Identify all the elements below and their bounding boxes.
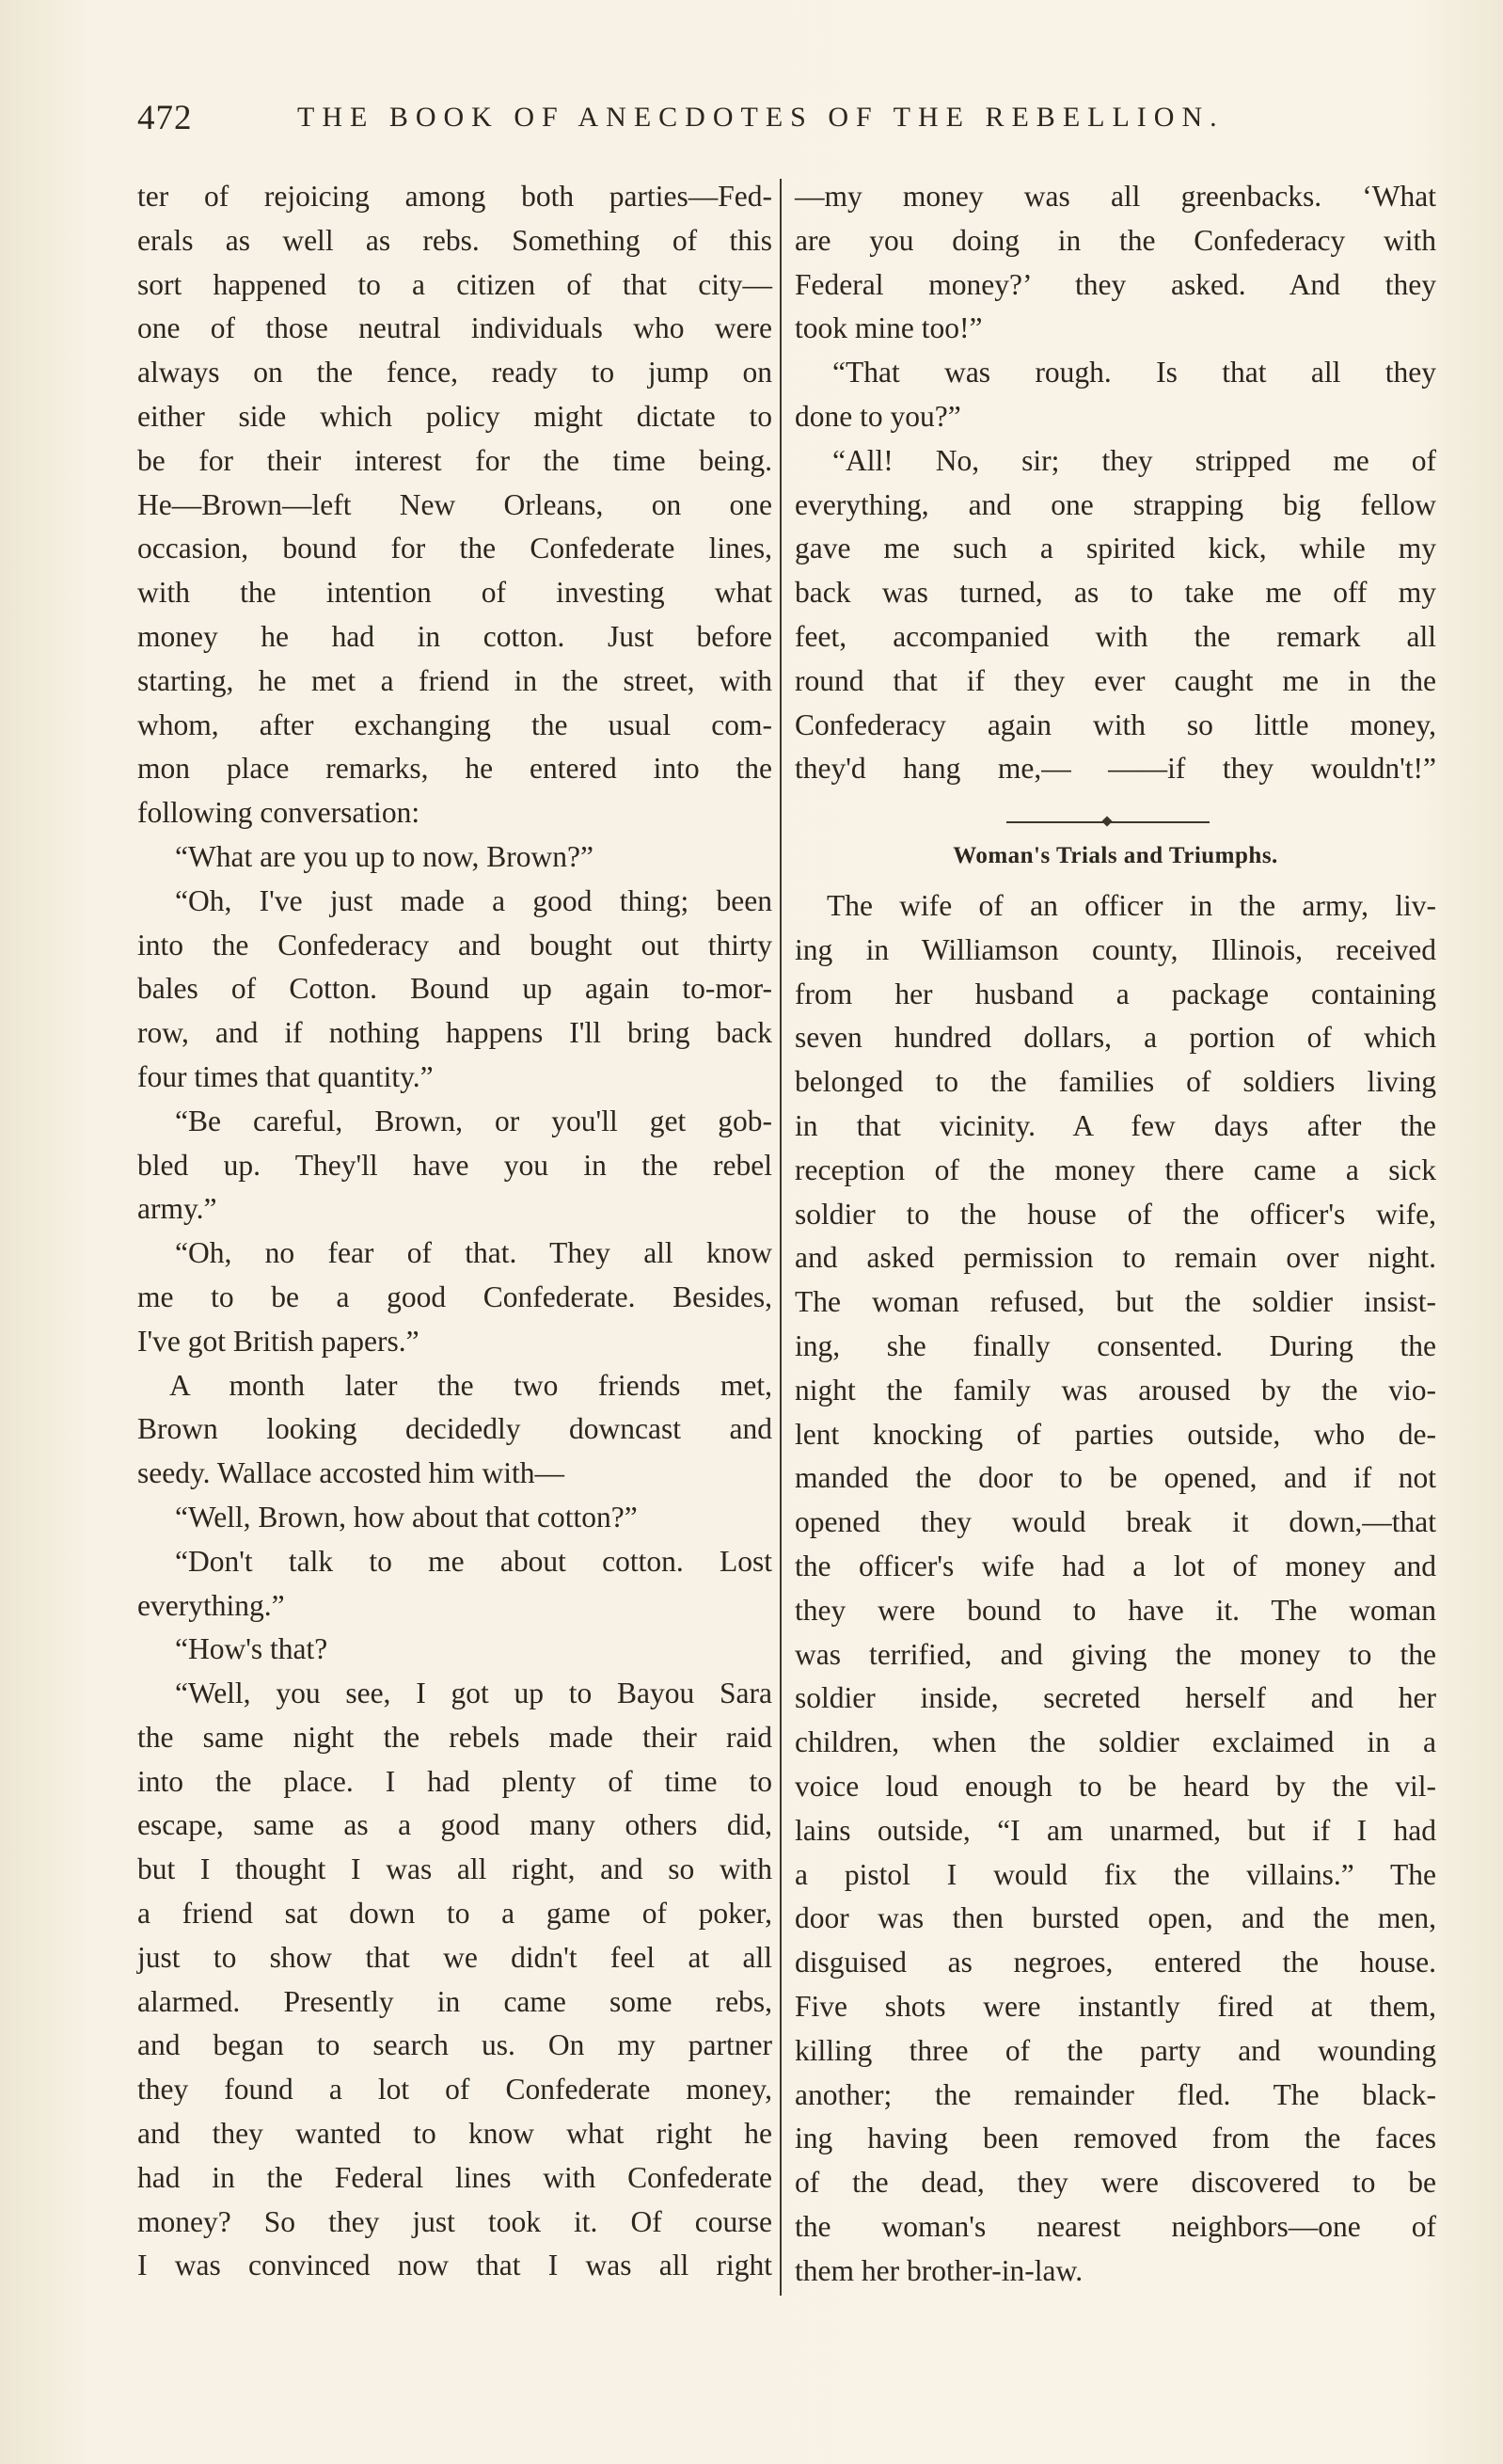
- text-line: them her brother-in-law.: [795, 2253, 1084, 2287]
- text-line: one of those neutral individuals who were: [137, 311, 772, 345]
- divider-line-left: [1006, 821, 1106, 823]
- text-line: done to you?”: [795, 399, 961, 433]
- text-line: A month later the two friends met,: [169, 1368, 772, 1402]
- text-line: —my money was all greenbacks. ‘What: [795, 180, 1436, 213]
- page-number: 472: [137, 99, 193, 137]
- running-title: THE BOOK OF ANECDOTES OF THE REBELLION.: [297, 102, 1225, 133]
- right-column-bottom: [795, 884, 1436, 2294]
- text-line: erals as well as rebs. Something of this: [137, 223, 772, 257]
- text-line: four times that quantity.”: [137, 1059, 434, 1093]
- text-line: manded the door to be opened, and if not: [795, 1461, 1436, 1495]
- text-line: ter of rejoicing among both parties—Fed-: [137, 180, 772, 213]
- text-line: starting, he met a friend in the street, with: [137, 663, 772, 697]
- text-line: either side which policy might dictate to: [137, 399, 772, 433]
- text-line: me to be a good Confederate. Besides,: [137, 1280, 772, 1313]
- text-line: round that if they ever caught me in the: [795, 663, 1436, 697]
- text-line: “Well, Brown, how about that cotton?”: [175, 1500, 638, 1534]
- text-line: door was then bursted open, and the men,: [795, 1901, 1436, 1935]
- text-line: lent knocking of parties outside, who de-: [795, 1417, 1436, 1451]
- section-divider: [1006, 817, 1210, 828]
- text-line: everything, and one strapping big fellow: [795, 487, 1436, 521]
- text-line: “That was rough. Is that all they: [832, 356, 1436, 389]
- text-line: seven hundred dollars, a portion of which: [795, 1021, 1436, 1055]
- text-line: into the Confederacy and bought out thirty: [137, 928, 772, 962]
- text-line: bled up. They'll have you in the rebel: [137, 1148, 772, 1182]
- text-line: was terrified, and giving the money to the: [795, 1637, 1436, 1671]
- text-line: and asked permission to remain over night.: [795, 1241, 1436, 1275]
- text-line: are you doing in the Confederacy with: [795, 223, 1436, 257]
- text-line: they'd hang me,— ——if they wouldn't!”: [795, 752, 1436, 786]
- text-line: occasion, bound for the Confederate lines,: [137, 532, 772, 565]
- text-line: in that vicinity. A few days after the: [795, 1108, 1436, 1142]
- text-line: row, and if nothing happens I'll bring back: [137, 1016, 772, 1050]
- text-line: killing three of the party and wounding: [795, 2033, 1436, 2067]
- text-line: into the place. I had plenty of time to: [137, 1764, 772, 1798]
- divider-line-right: [1110, 821, 1210, 823]
- text-line: voice loud enough to be heard by the vil-: [795, 1769, 1436, 1803]
- text-line: belonged to the families of soldiers living: [795, 1065, 1436, 1099]
- text-line: ing having been removed from the faces: [795, 2122, 1436, 2155]
- text-line: money? So they just took it. Of course: [137, 2204, 772, 2238]
- text-line: I've got British papers.”: [137, 1324, 419, 1358]
- text-line: gave me such a spirited kick, while my: [795, 532, 1436, 565]
- text-line: money he had in cotton. Just before: [137, 619, 772, 653]
- text-line: the officer's wife had a lot of money and: [795, 1549, 1436, 1582]
- text-line: “Be careful, Brown, or you'll get gob-: [175, 1104, 772, 1137]
- column-divider: [780, 179, 782, 2296]
- text-line: of the dead, they were discovered to be: [795, 2166, 1436, 2200]
- text-line: Five shots were instantly fired at them,: [795, 1989, 1436, 2023]
- text-line: always on the fence, ready to jump on: [137, 356, 772, 389]
- text-line: seedy. Wallace accosted him with—: [137, 1456, 565, 1490]
- text-line: alarmed. Presently in came some rebs,: [137, 1984, 772, 2018]
- text-line: night the family was aroused by the vio-: [795, 1373, 1436, 1407]
- text-line: “How's that?: [175, 1632, 328, 1666]
- text-line: but I thought I was all right, and so with: [137, 1852, 772, 1886]
- text-line: everything.”: [137, 1588, 285, 1622]
- text-line: Confederacy again with so little money,: [795, 707, 1436, 741]
- text-line: The wife of an officer in the army, liv-: [827, 889, 1436, 922]
- text-line: “Well, you see, I got up to Bayou Sara: [175, 1677, 772, 1710]
- text-line: Brown looking decidedly downcast and: [137, 1412, 772, 1446]
- text-line: and they wanted to know what right he: [137, 2117, 772, 2151]
- text-line: army.”: [137, 1192, 217, 1226]
- text-line: Federal money?’ they asked. And they: [795, 267, 1436, 301]
- text-line: soldier to the house of the officer's wife,: [795, 1197, 1436, 1231]
- text-line: The woman refused, but the soldier insist-: [795, 1285, 1436, 1319]
- text-line: be for their interest for the time being.: [137, 443, 772, 477]
- text-line: “Oh, no fear of that. They all know: [175, 1236, 772, 1270]
- text-line: the same night the rebels made their raid: [137, 1720, 772, 1754]
- text-line: back was turned, as to take me off my: [795, 576, 1436, 610]
- text-line: bales of Cotton. Bound up again to-mor-: [137, 972, 772, 1006]
- text-line: had in the Federal lines with Confederate: [137, 2160, 772, 2194]
- text-line: disguised as negroes, entered the house.: [795, 1946, 1436, 1979]
- right-column-top: [795, 175, 1436, 791]
- text-line: ing in Williamson county, Illinois, received: [795, 932, 1436, 966]
- text-line: “All! No, sir; they stripped me of: [832, 443, 1436, 477]
- text-line: lains outside, “I am unarmed, but if I had: [795, 1813, 1436, 1847]
- text-line: the woman's nearest neighbors—one of: [795, 2209, 1436, 2243]
- text-line: mon place remarks, he entered into the: [137, 752, 772, 786]
- left-column: [137, 175, 772, 2288]
- text-line: a friend sat down to a game of poker,: [137, 1897, 772, 1931]
- text-line: “What are you up to now, Brown?”: [175, 839, 593, 873]
- text-line: opened they would break it down,—that: [795, 1505, 1436, 1539]
- text-line: they found a lot of Confederate money,: [137, 2073, 772, 2106]
- text-line: following conversation:: [137, 796, 420, 830]
- page-header: [137, 98, 1275, 143]
- text-line: just to show that we didn't feel at all: [137, 1940, 772, 1974]
- text-line: took mine too!”: [795, 311, 983, 345]
- text-line: whom, after exchanging the usual com-: [137, 707, 772, 741]
- text-line: a pistol I would fix the villains.” The: [795, 1857, 1436, 1891]
- text-line: reception of the money there came a sick: [795, 1153, 1436, 1186]
- text-line: children, when the soldier exclaimed in a: [795, 1725, 1436, 1759]
- text-line: from her husband a package containing: [795, 977, 1436, 1010]
- text-line: and began to search us. On my partner: [137, 2028, 772, 2062]
- text-line: sort happened to a citizen of that city—: [137, 267, 772, 301]
- text-line: ing, she finally consented. During the: [795, 1328, 1436, 1362]
- text-line: I was convinced now that I was all right: [137, 2249, 772, 2282]
- text-line: feet, accompanied with the remark all: [795, 619, 1436, 653]
- text-line: another; the remainder fled. The black-: [795, 2077, 1436, 2111]
- text-line: He—Brown—left New Orleans, on one: [137, 487, 772, 521]
- text-line: “Oh, I've just made a good thing; been: [175, 883, 772, 917]
- text-line: soldier inside, secreted herself and her: [795, 1681, 1436, 1715]
- text-line: with the intention of investing what: [137, 576, 772, 610]
- text-line: escape, same as a good many others did,: [137, 1808, 772, 1842]
- text-line: “Don't talk to me about cotton. Lost: [175, 1544, 772, 1578]
- section-heading: Woman's Trials and Triumphs.: [953, 843, 1278, 868]
- text-line: they were bound to have it. The woman: [795, 1593, 1436, 1627]
